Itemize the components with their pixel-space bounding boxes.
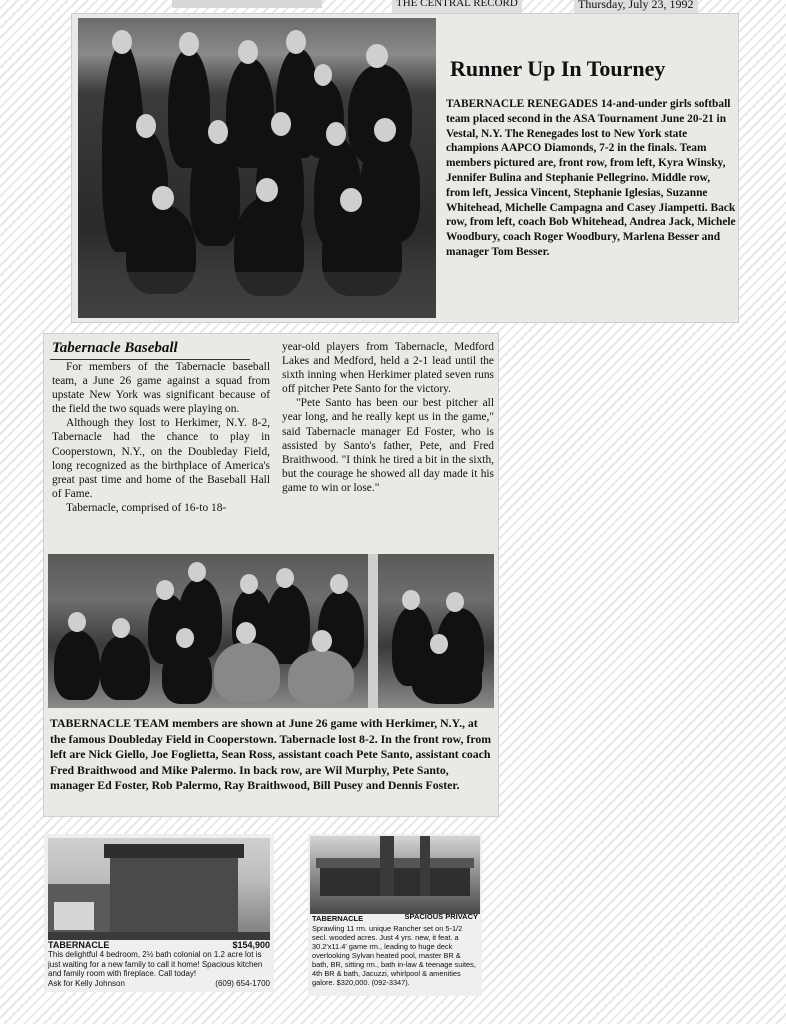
ad-town: TABERNACLE: [312, 914, 364, 923]
baseball-team-photo: [48, 554, 494, 708]
ad-title: SPACIOUS PRIVACY: [404, 912, 478, 921]
ad-contact: Ask for Kelly Johnson: [48, 979, 125, 988]
softball-clipping: [72, 14, 738, 322]
ad-description: This delightful 4 bedroom, 2½ bath colonial on 1.2 acre lot is just waiting for a new family to call it home! Spacious kitchen and family room with fireplace. Call today!: [48, 950, 263, 979]
paper-date: Thursday, July 23, 1992: [574, 0, 698, 13]
ad-town: TABERNACLE: [48, 940, 110, 950]
real-estate-ad-rancher: [308, 834, 482, 996]
article-paragraph: Tabernacle, comprised of 16-to 18-: [66, 501, 227, 514]
article-column-2: [282, 340, 494, 495]
article-paragraph: Although they lost to Herkimer, N.Y. 8-2, Tabernacle had the chance to play in Cooperstown, N.Y., on the Doubleday Field, long recognized as the birthplace of America's great past time and home of the Baseball Hall of Fame.: [52, 417, 270, 500]
ad-price: $154,900: [232, 940, 270, 950]
header-fragment-left: [172, 0, 322, 8]
article-column-1: [52, 360, 270, 515]
baseball-caption: TABERNACLE TEAM members are shown at June 26 game with Herkimer, N.Y., at the famous Doubleday Field in Cooperstown. Tabernacle lost 8-2. In the front row, from left are Nick Giello, Joe Foglietta, Sean Ross, assistant coach Pete Santo, assistant coach Fred Braithwood and Mike Palermo. In back row, are Wil Murphy, Pete Santo, manager Ed Foster, Rob Palermo, Ray Braithwood, Bill Pusey and Dennis Foster.: [50, 716, 492, 792]
article-paragraph: year-old players from Tabernacle, Medford Lakes and Medford, held a 2-1 lead until the sixth inning when Herkimer plated seven runs off pitcher Pete Santo for the victory.: [282, 341, 494, 396]
paper-name: THE CENTRAL RECORD: [392, 0, 522, 13]
ad-phone: (609) 654-1700: [215, 979, 270, 988]
article-paragraph: "Pete Santo has been our best pitcher all year long, and he really kept us in the game," said Tabernacle manager Ed Foster, who is assisted by Santo's father, Pete, and Fred Braithwood. "I think he tired a bit in the sixth, but the courage he showed all day made it his game to win or lose.": [282, 397, 494, 494]
softball-team-photo: [78, 18, 436, 318]
ad-description: Sprawling 11 rm. unique Rancher set on 5-1/2 secl. wooded acres. Just 4 yrs. new, it feat. a 30.2'x11.4' game rm., leading to huge deck overlooking Sylvan heated pool, master BR & bath, BR, sitting rm., bath in-law & teenage suites, 4th BR & bath, Jacuzzi, whirlpool & amenities galore. $320,000. (092-3347).: [312, 924, 476, 987]
softball-headline: Runner Up In Tourney: [450, 56, 666, 81]
article-paragraph: For members of the Tabernacle baseball team, a June 26 game against a squad from upstate New York was significant because of the field the two squads were playing on.: [52, 361, 270, 416]
house-photo-colonial: [48, 838, 270, 940]
real-estate-ad-colonial: [44, 834, 274, 992]
baseball-clipping: [44, 334, 498, 816]
baseball-headline: Tabernacle Baseball: [52, 340, 178, 356]
house-photo-rancher: [310, 836, 480, 914]
softball-caption: TABERNACLE RENEGADES 14-and-under girls softball team placed second in the ASA Tournament June 20-21 in Vestal, N.Y. The Renegades lost to New York state champions AAPCO Diamonds, 7-2 in the finals. Team members pictured are, front row, from left, Kyra Winsky, Jennifer Bulina and Stephanie Pellegrino. Middle row, from left, Jessica Vincent, Stephanie Iglesias, Suzanne Whitehead, Michelle Campagna and Casey Jiampetti. Back row, from left, coach Bob Whitehead, Andrea Jack, Michele Woodbury, coach Roger Woodbury, Marlena Besser and manager Tom Besser.: [446, 98, 736, 258]
